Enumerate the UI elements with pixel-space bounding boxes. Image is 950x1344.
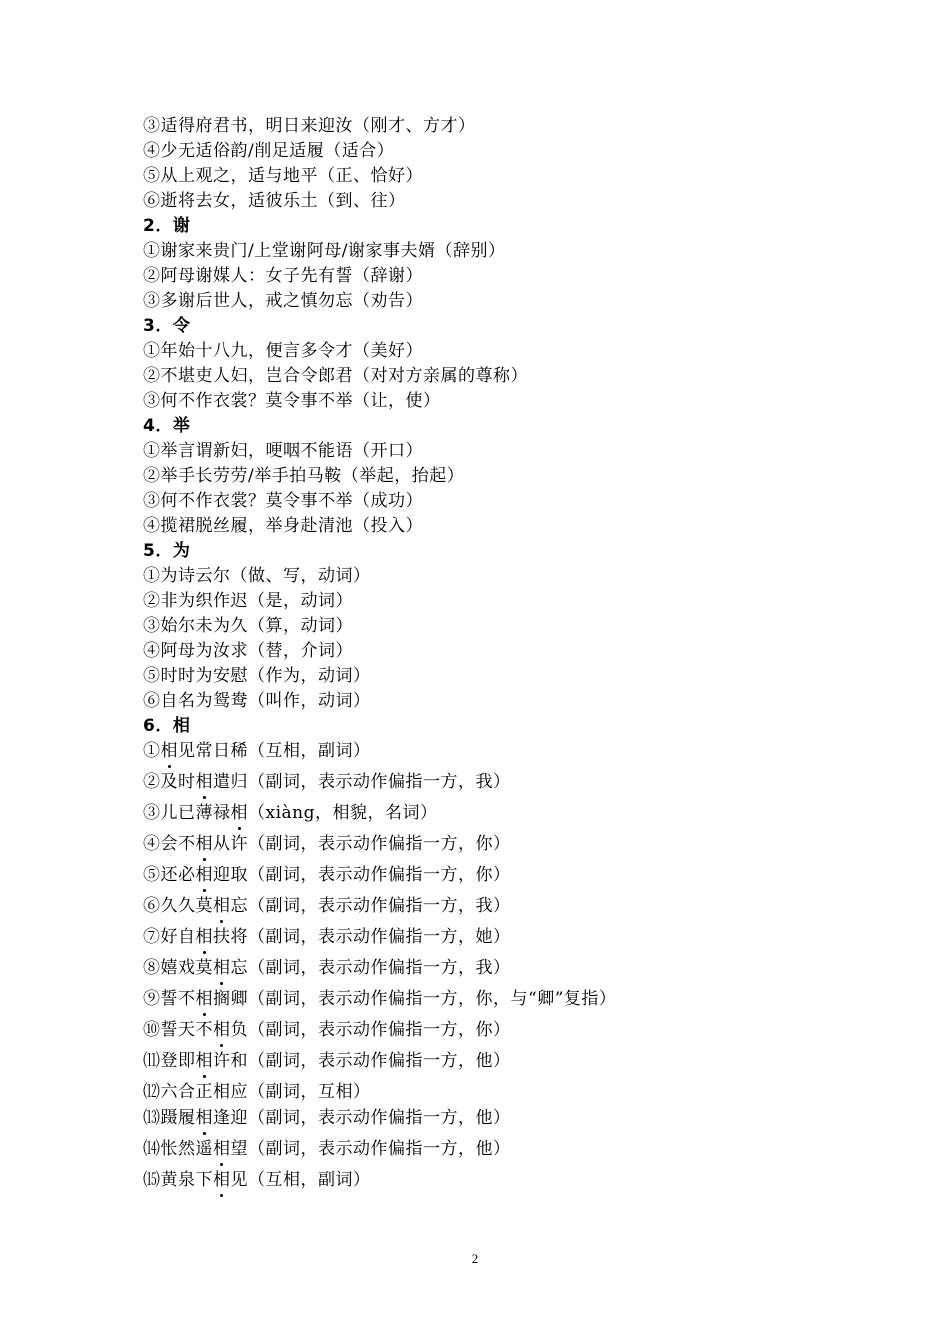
item-text-after: 望（副词，表示动作偏指一方，他）	[230, 1139, 511, 1159]
list-item	[143, 1050, 511, 1072]
list-item: ①举言谓新妇，哽咽不能语（开口）	[143, 441, 423, 461]
item-text-before: ⑾登即	[143, 1051, 196, 1071]
list-item: ③多谢后世人，戒之慎勿忘（劝告）	[143, 291, 423, 311]
emphasized-character: 相	[195, 772, 213, 792]
section-heading: 3．令	[143, 316, 191, 336]
item-text-before: ⑧嬉戏莫	[143, 958, 213, 978]
list-item: ③始尔未为久（算，动词）	[143, 616, 353, 636]
emphasized-character: 相	[195, 834, 213, 854]
list-item	[143, 926, 511, 948]
list-item: ②举手长劳劳/举手拍马鞍（举起，抬起）	[143, 466, 465, 486]
list-item	[143, 771, 511, 793]
item-text-after: 许和（副词，表示动作偏指一方，他）	[213, 1051, 511, 1071]
list-item: ⑤时时为安慰（作为，动词）	[143, 666, 371, 686]
emphasized-character: 相	[195, 927, 213, 947]
item-text-before: ②及时	[143, 772, 196, 792]
item-text-after: 忘（副词，表示动作偏指一方，我）	[230, 958, 511, 978]
emphasized-character: 相	[213, 1139, 231, 1159]
item-text-before: ⑩誓天不	[143, 1020, 213, 1040]
emphasized-character: 相	[213, 958, 231, 978]
item-text-after: 见常日稀（互相，副词）	[178, 741, 371, 761]
item-text-before: ⒂黄泉下	[143, 1170, 213, 1190]
list-item: ①为诗云尔（做、写，动词）	[143, 566, 371, 586]
emphasized-character: 相	[213, 1170, 231, 1190]
list-item: ④阿母为汝求（替，介词）	[143, 641, 353, 661]
emphasized-character: 相	[213, 1020, 231, 1040]
section-heading: 2．谢	[143, 216, 191, 236]
item-text-after: 忘（副词，表示动作偏指一方，我）	[230, 896, 511, 916]
emphasized-character: 相	[195, 989, 213, 1009]
list-item	[143, 833, 511, 855]
item-text-before: ④会不	[143, 834, 196, 854]
list-item	[143, 988, 616, 1010]
item-text-after: 负（副词，表示动作偏指一方，你）	[230, 1020, 511, 1040]
list-item	[143, 1107, 511, 1129]
emphasized-character: 相	[160, 741, 178, 761]
item-text-before: ⑨誓不	[143, 989, 196, 1009]
section-heading: 6．相	[143, 716, 191, 736]
list-item: ⑥逝将去女，适彼乐土（到、往）	[143, 191, 406, 211]
section-heading: 5．为	[143, 541, 191, 561]
list-item: ③何不作衣裳？莫令事不举（让，使）	[143, 391, 441, 411]
list-item: ⑤从上观之，适与地平（正、恰好）	[143, 166, 423, 186]
emphasized-character: 相	[195, 1051, 213, 1071]
item-text-after: 见（互相，副词）	[230, 1170, 371, 1190]
list-item	[143, 802, 438, 824]
list-item	[143, 740, 371, 762]
item-text-after: 逢迎（副词，表示动作偏指一方，他）	[213, 1108, 511, 1128]
item-text-after: 迎取（副词，表示动作偏指一方，你）	[213, 865, 511, 885]
item-text-before: ①	[143, 741, 161, 761]
list-item: ⑥自名为鸳鸯（叫作，动词）	[143, 691, 371, 711]
list-item: ④揽裙脱丝履，举身赴清池（投入）	[143, 516, 423, 536]
item-text-after: 遣归（副词，表示动作偏指一方，我）	[213, 772, 511, 792]
item-text-after: 搁卿（副词，表示动作偏指一方，你，与“卿”复指）	[213, 989, 617, 1009]
section-heading: 4．举	[143, 416, 191, 436]
list-item: ②非为织作迟（是，动词）	[143, 591, 353, 611]
list-item: ②不堪吏人妇，岂合令郎君（对对方亲属的尊称）	[143, 366, 528, 386]
list-item: ③适得府君书，明日来迎汝（刚才、方才）	[143, 116, 476, 136]
list-item	[143, 895, 511, 917]
item-text-before: ⑤还必	[143, 865, 196, 885]
item-text-after: 扶将（副词，表示动作偏指一方，她）	[213, 927, 511, 947]
item-text-before: ⒁怅然遥	[143, 1139, 213, 1159]
item-text-before: ③儿已薄禄	[143, 803, 231, 823]
item-text-after: 从许（副词，表示动作偏指一方，你）	[213, 834, 511, 854]
list-item: ④少无适俗韵/削足适履（适合）	[143, 141, 395, 161]
emphasized-character: 相	[213, 896, 231, 916]
item-text-before: ⒀蹑履	[143, 1108, 196, 1128]
item-text-before: ⑦好自	[143, 927, 196, 947]
emphasized-character: 相	[195, 865, 213, 885]
item-text-after: （xiàng，相貌，名词）	[248, 803, 438, 823]
list-item: ①年始十八九，便言多令才（美好）	[143, 341, 423, 361]
list-item	[143, 957, 511, 979]
list-item: ②阿母谢媒人：女子先有誓（辞谢）	[143, 266, 423, 286]
list-item	[143, 1169, 371, 1191]
emphasized-character: 相	[230, 803, 248, 823]
list-item: ③何不作衣裳？莫令事不举（成功）	[143, 491, 423, 511]
list-item: ⑿六合正相应（副词，互相）	[143, 1082, 371, 1102]
list-item	[143, 1019, 511, 1041]
list-item	[143, 864, 511, 886]
list-item: ①谢家来贵门/上堂谢阿母/谢家事夫婿（辞别）	[143, 241, 506, 261]
list-item	[143, 1138, 511, 1160]
item-text-before: ⑥久久莫	[143, 896, 213, 916]
page-number: 2	[471, 1251, 479, 1266]
emphasized-character: 相	[195, 1108, 213, 1128]
